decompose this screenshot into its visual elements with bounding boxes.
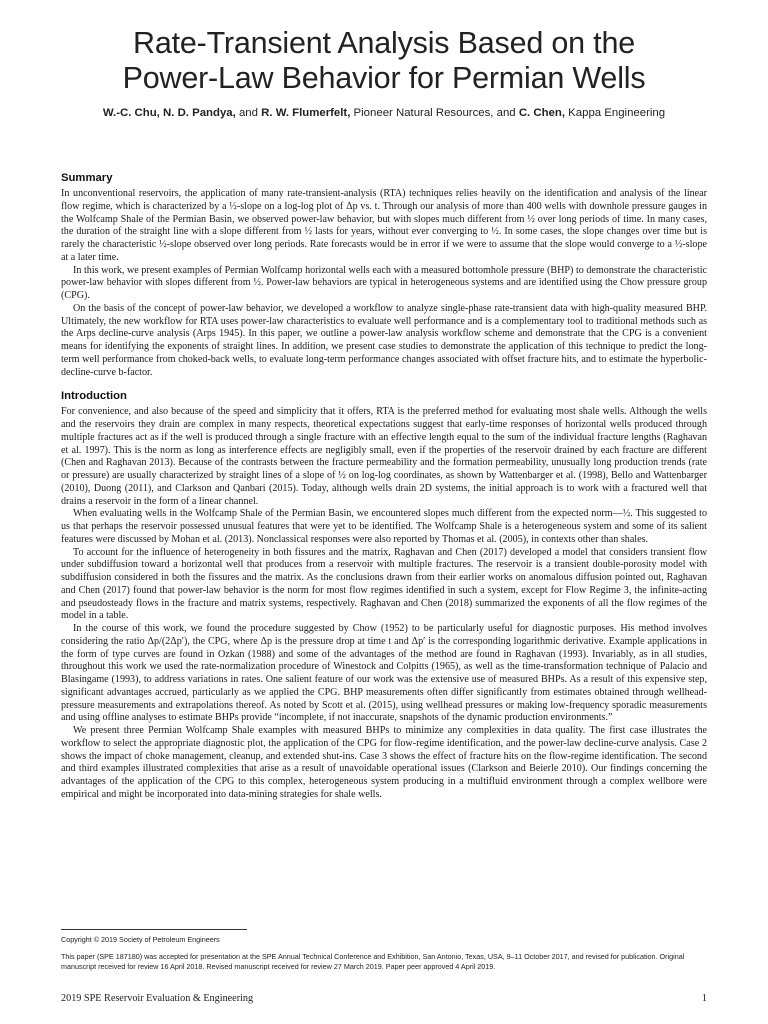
summary-paragraph: On the basis of the concept of power-law behavior, we developed a workflow to analyze single-phase rate-transient data with high-quality measured BHP. Ultimately, the new workflow for RTA uses power-law characteristics to evaluate well performance and is a complementary tool to traditional methods such as the Arps decline-curve analysis (Arps 1945). In this paper, we outline a power-law analysis workflow scheme and demonstrate that the CPG is a convenient means for identifying the exponents of straight lines. In addition, we present case studies to demonstrate the application of this technique to predict the long-term well performance from choked-back wells, to evaluate long-term performance changes associated with offset fracture hits, and to estimate the hyperbolic-decline-curve b-factor. [61, 302, 707, 378]
introduction-paragraph: In the course of this work, we found the procedure suggested by Chow (1952) to be particularly useful for diagnostic purposes. His method involves considering the ratio Δp/(2Δp′), the CPG, where Δp is the pressure drop at time t and Δp′ is the corresponding logarithmic derivative. Example applications in the form of type curves are found in Ozkan (1988) and some of the advantages of the method are found in Raghavan (1993). Invariably, as in all studies, throughout this work we used the rate-normalization procedure of Winestock and Colpitts (1965), as well as the time-transformation technique of Palacio and Blasingame (1993), to address variations in rates. One salient feature of our work was the extensive use of measured BHPs. As a result of this expensive step, significant advantages accrued, particularly as we applied the CPG. BHP measurements often differ significantly from estimates obtained through wellhead-pressure measurements and extrapolations thereof. As noted by Scott et al. (2015), using wellhead pressures or making low-frequency sporadic measurements and using offline analyses to estimate BHPs provide “incomplete, if not inaccurate, snapshots of the dynamic production environments.” [61, 623, 707, 724]
summary-paragraph: In this work, we present examples of Permian Wolfcamp horizontal wells each with a measured bottomhole pressure (BHP) to demonstrate the characteristic power-law behavior with slopes different from ½. Power-law behaviors are typical in heterogeneous systems and are identified using the Chow pressure group (CPG). [61, 264, 707, 301]
author-line [0, 107, 768, 119]
introduction-paragraph: When evaluating wells in the Wolfcamp Shale of the Permian Basin, we encountered slopes much different from the expected norm—½. This suggested to us that perhaps the reservoir possessed unusual features that were yet to be identified. The Wolfcamp Shale is a heterogeneous system and some of its salient features were discussed by Mohan et al. (2013). Nonclassical responses were also reported by Thomas et al. (2005), in contexts other than shales. [61, 508, 707, 545]
journal-name: 2019 SPE Reservoir Evaluation & Engineering [61, 993, 254, 1004]
page-footer [61, 993, 707, 1004]
author-group-3: C. Chen, [518, 107, 566, 119]
author-group-2: R. W. Flumerfelt, [261, 107, 351, 119]
body-text [61, 172, 707, 802]
affiliation-2: Kappa Engineering [565, 107, 666, 119]
introduction-paragraph: For convenience, and also because of the speed and simplicity that it offers, RTA is the preferred method for evaluating most shale wells. Although the wells and the reservoirs they drain are complex in many respects, theoretical expectations suggest that early-time responses of horizontal wells produced through multiple fractures act as if the well is produced through a single fracture with an effective length equal to the sum of the individual fracture lengths (Raghavan et al. 1997). This is the norm as long as interference effects are negligibly small, even if the properties of the reservoir drained by each fracture are different (Chen and Raghavan 2013). Because of the contrasts between the fracture permeability and the formation permeability, unusually long production trends (rate or pressure) are usually characterized by straight lines of a slope of ½ on log-log coordinates, as shown by Wattenbarger et al. (1998), Bello and Wattenbarger (2010), Duong (2011), and Clarkson and Qanbari (2015). Today, although wells drain 2D systems, the initial approach is to work with a fractured well that drains a reservoir in the form of a linear channel. [61, 406, 707, 507]
summary-paragraph: In unconventional reservoirs, the application of many rate-transient-analysis (RTA) techniques relies heavily on the identification and analysis of the linear flow regime, which is characterized by a ½-slope on a log-log plot of Δp vs. t. Through our analysis of more than 400 wells with downhole pressure gauges in the Wolfcamp Shale of the Permian Basin, we observed power-law behavior, but with slopes much different from ½ over long periods of time. In many cases, the duration of the straight line with a slope different from ½ lasts for years, without ever converging to ½. In some cases, the slope changes over time but is rarely the characteristic ½-slope observed over long periods. Rate forecasts would be in error if we were to assume that the slope would converge to a ½-slope at a later time. [61, 188, 707, 263]
introduction-paragraph: We present three Permian Wolfcamp Shale examples with measured BHPs to minimize any complexities in data quality. The first case illustrates the workflow to select the appropriate diagnostic plot, the application of the CPG for flow-regime identification, and the power-law decline-curve analysis. Case 2 shows the impact of choke management, cleanup, and extended shut-ins. Case 3 shows the effect of fracture hits on the flow-regime identification. The second and third examples illustrated complexities that arise as a result of unavoidable operational issues (Clarkson and Beierle 2010). Our findings concerning the advantages of the application of the CPG to this complex, heterogeneous system producing in a multifluid environment through a complex wellbore were empirical and might be incorporated into data-mining strategies for shale wells. [61, 725, 707, 800]
author-group-1: W.-C. Chu, N. D. Pandya, [102, 107, 236, 119]
title-line-2: Power-Law Behavior for Permian Wells [122, 61, 646, 95]
publication-note: This paper (SPE 187180) was accepted for presentation at the SPE Annual Technical Conference and Exhibition, San Antonio, Texas, USA, 9–11 October 2017, and revised for publication. Original manuscript received for review 16 April 2018. Revised manuscript received for review 27 March 2019. Paper peer approved 4 April 2019. [61, 952, 685, 971]
affiliation-1: Pioneer Natural Resources, and [350, 107, 519, 119]
summary-heading: Summary [61, 172, 113, 184]
introduction-heading: Introduction [61, 390, 127, 403]
author-and: and [235, 107, 262, 119]
title-line-1: Rate-Transient Analysis Based on the [133, 26, 635, 60]
copyright-note: Copyright © 2019 Society of Petroleum Engineers [61, 935, 220, 944]
introduction-paragraph: To account for the influence of heterogeneity in both fissures and the matrix, Raghavan and Chen (2017) developed a model that considers transient flow under subdiffusion toward a horizontal well that produces from a reservoir with multiple fractures. The reservoir is a transient double-porosity model with subdiffusion considered in both the fissures and the matrix. As the conclusions drawn from their earlier works on anomalous diffusion pointed out, Raghavan and Chen (2017) found that power-law behavior is the norm for most flow regimes identified in such a system, except for Flow Regime 3, the infinite-acting and pseudosteady flows in the fracture and matrix systems, respectively. Raghavan and Chen (2018) summarized the exponents of all the flow regimes of the model in a table. [61, 546, 707, 622]
footnote-divider [61, 929, 247, 930]
page-number: 1 [701, 993, 707, 1004]
paper-title [0, 26, 768, 96]
